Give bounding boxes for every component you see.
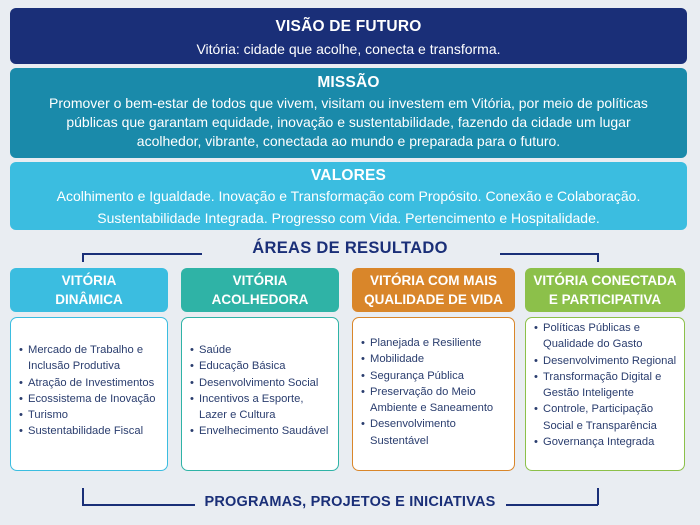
list-item: • Envelhecimento Saudável [190, 423, 334, 439]
vision-band [10, 8, 687, 64]
area-item-list [534, 320, 680, 450]
list-item: • Desenvolvimento Regional [534, 353, 680, 369]
list-item: • Segurança Pública [361, 368, 510, 384]
list-item: • Preservação do Meio Ambiente e Saneamento [361, 384, 510, 417]
list-item: • Incentivos a Esporte, Lazer e Cultura [190, 391, 334, 424]
vision-text: Vitória: cidade que acolhe, conecta e transforma. [196, 40, 501, 57]
programs-label: PROGRAMAS, PROJETOS E INICIATIVAS [0, 494, 700, 510]
list-item: • Controle, Participação Social e Transparência [534, 401, 680, 434]
list-item: • Saúde [190, 342, 334, 358]
values-title: VALORES [310, 167, 387, 184]
area-title-line: VITÓRIA [232, 273, 288, 288]
list-item: • Atração de Investimentos [19, 375, 163, 391]
area-title-line: DINÂMICA [55, 292, 123, 307]
areas-title: ÁREAS DE RESULTADO [0, 239, 700, 258]
area-card-acolhedora [181, 317, 339, 471]
list-item: • Desenvolvimento Social [190, 375, 334, 391]
area-header-conectada [525, 268, 685, 312]
list-item: • Transformação Digital e Gestão Inteligente [534, 369, 680, 402]
area-header-acolhedora [181, 268, 339, 312]
area-card-dinamica [10, 317, 168, 471]
list-item: • Governança Integrada [534, 434, 680, 450]
list-item: • Educação Básica [190, 358, 334, 374]
mission-title: MISSÃO [317, 74, 380, 91]
area-title-line: QUALIDADE DE VIDA [364, 292, 503, 307]
area-card-conectada [525, 317, 685, 471]
area-title-line: VITÓRIA CONECTADA [533, 273, 677, 288]
area-title-line: VITÓRIA COM MAIS [370, 273, 497, 288]
list-item: • Sustentabilidade Fiscal [19, 423, 163, 439]
list-item: • Planejada e Resiliente [361, 335, 510, 351]
area-item-list [19, 342, 163, 440]
area-item-list [190, 342, 334, 440]
values-band [10, 162, 687, 230]
values-text-line-1: Acolhimento e Igualdade. Inovação e Transformação com Propósito. Conexão e Colaboração. [56, 187, 641, 204]
area-header-qualidade-de-vida [352, 268, 515, 312]
list-item: • Mobilidade [361, 351, 510, 367]
values-text-line-2: Sustentabilidade Integrada. Progresso com Vida. Pertencimento e Hospitalidade. [97, 209, 600, 226]
list-item: • Mercado de Trabalho e Inclusão Produtiva [19, 342, 163, 375]
area-item-list [361, 335, 510, 449]
vision-title: VISÃO DE FUTURO [275, 18, 422, 35]
list-item: • Ecossistema de Inovação [19, 391, 163, 407]
area-header-dinamica [10, 268, 168, 312]
area-title-line: E PARTICIPATIVA [548, 292, 662, 307]
area-title-line: VITÓRIA [61, 273, 117, 288]
area-title-line: ACOLHEDORA [211, 292, 309, 307]
list-item: • Turismo [19, 407, 163, 423]
mission-band [10, 68, 687, 158]
area-card-qualidade-de-vida [352, 317, 515, 471]
list-item: • Desenvolvimento Sustentável [361, 416, 510, 449]
list-item: • Políticas Públicas e Qualidade do Gasto [534, 320, 680, 353]
mission-text: Promover o bem-estar de todos que vivem, visitam ou investem em Vitória, por meio de políticas públicas que garantam equidade, inovação e sustentabilidade, fazendo da cidade um lugar acolhedor, vibrante, conectada ao mundo e preparada para o futuro. [49, 94, 648, 149]
